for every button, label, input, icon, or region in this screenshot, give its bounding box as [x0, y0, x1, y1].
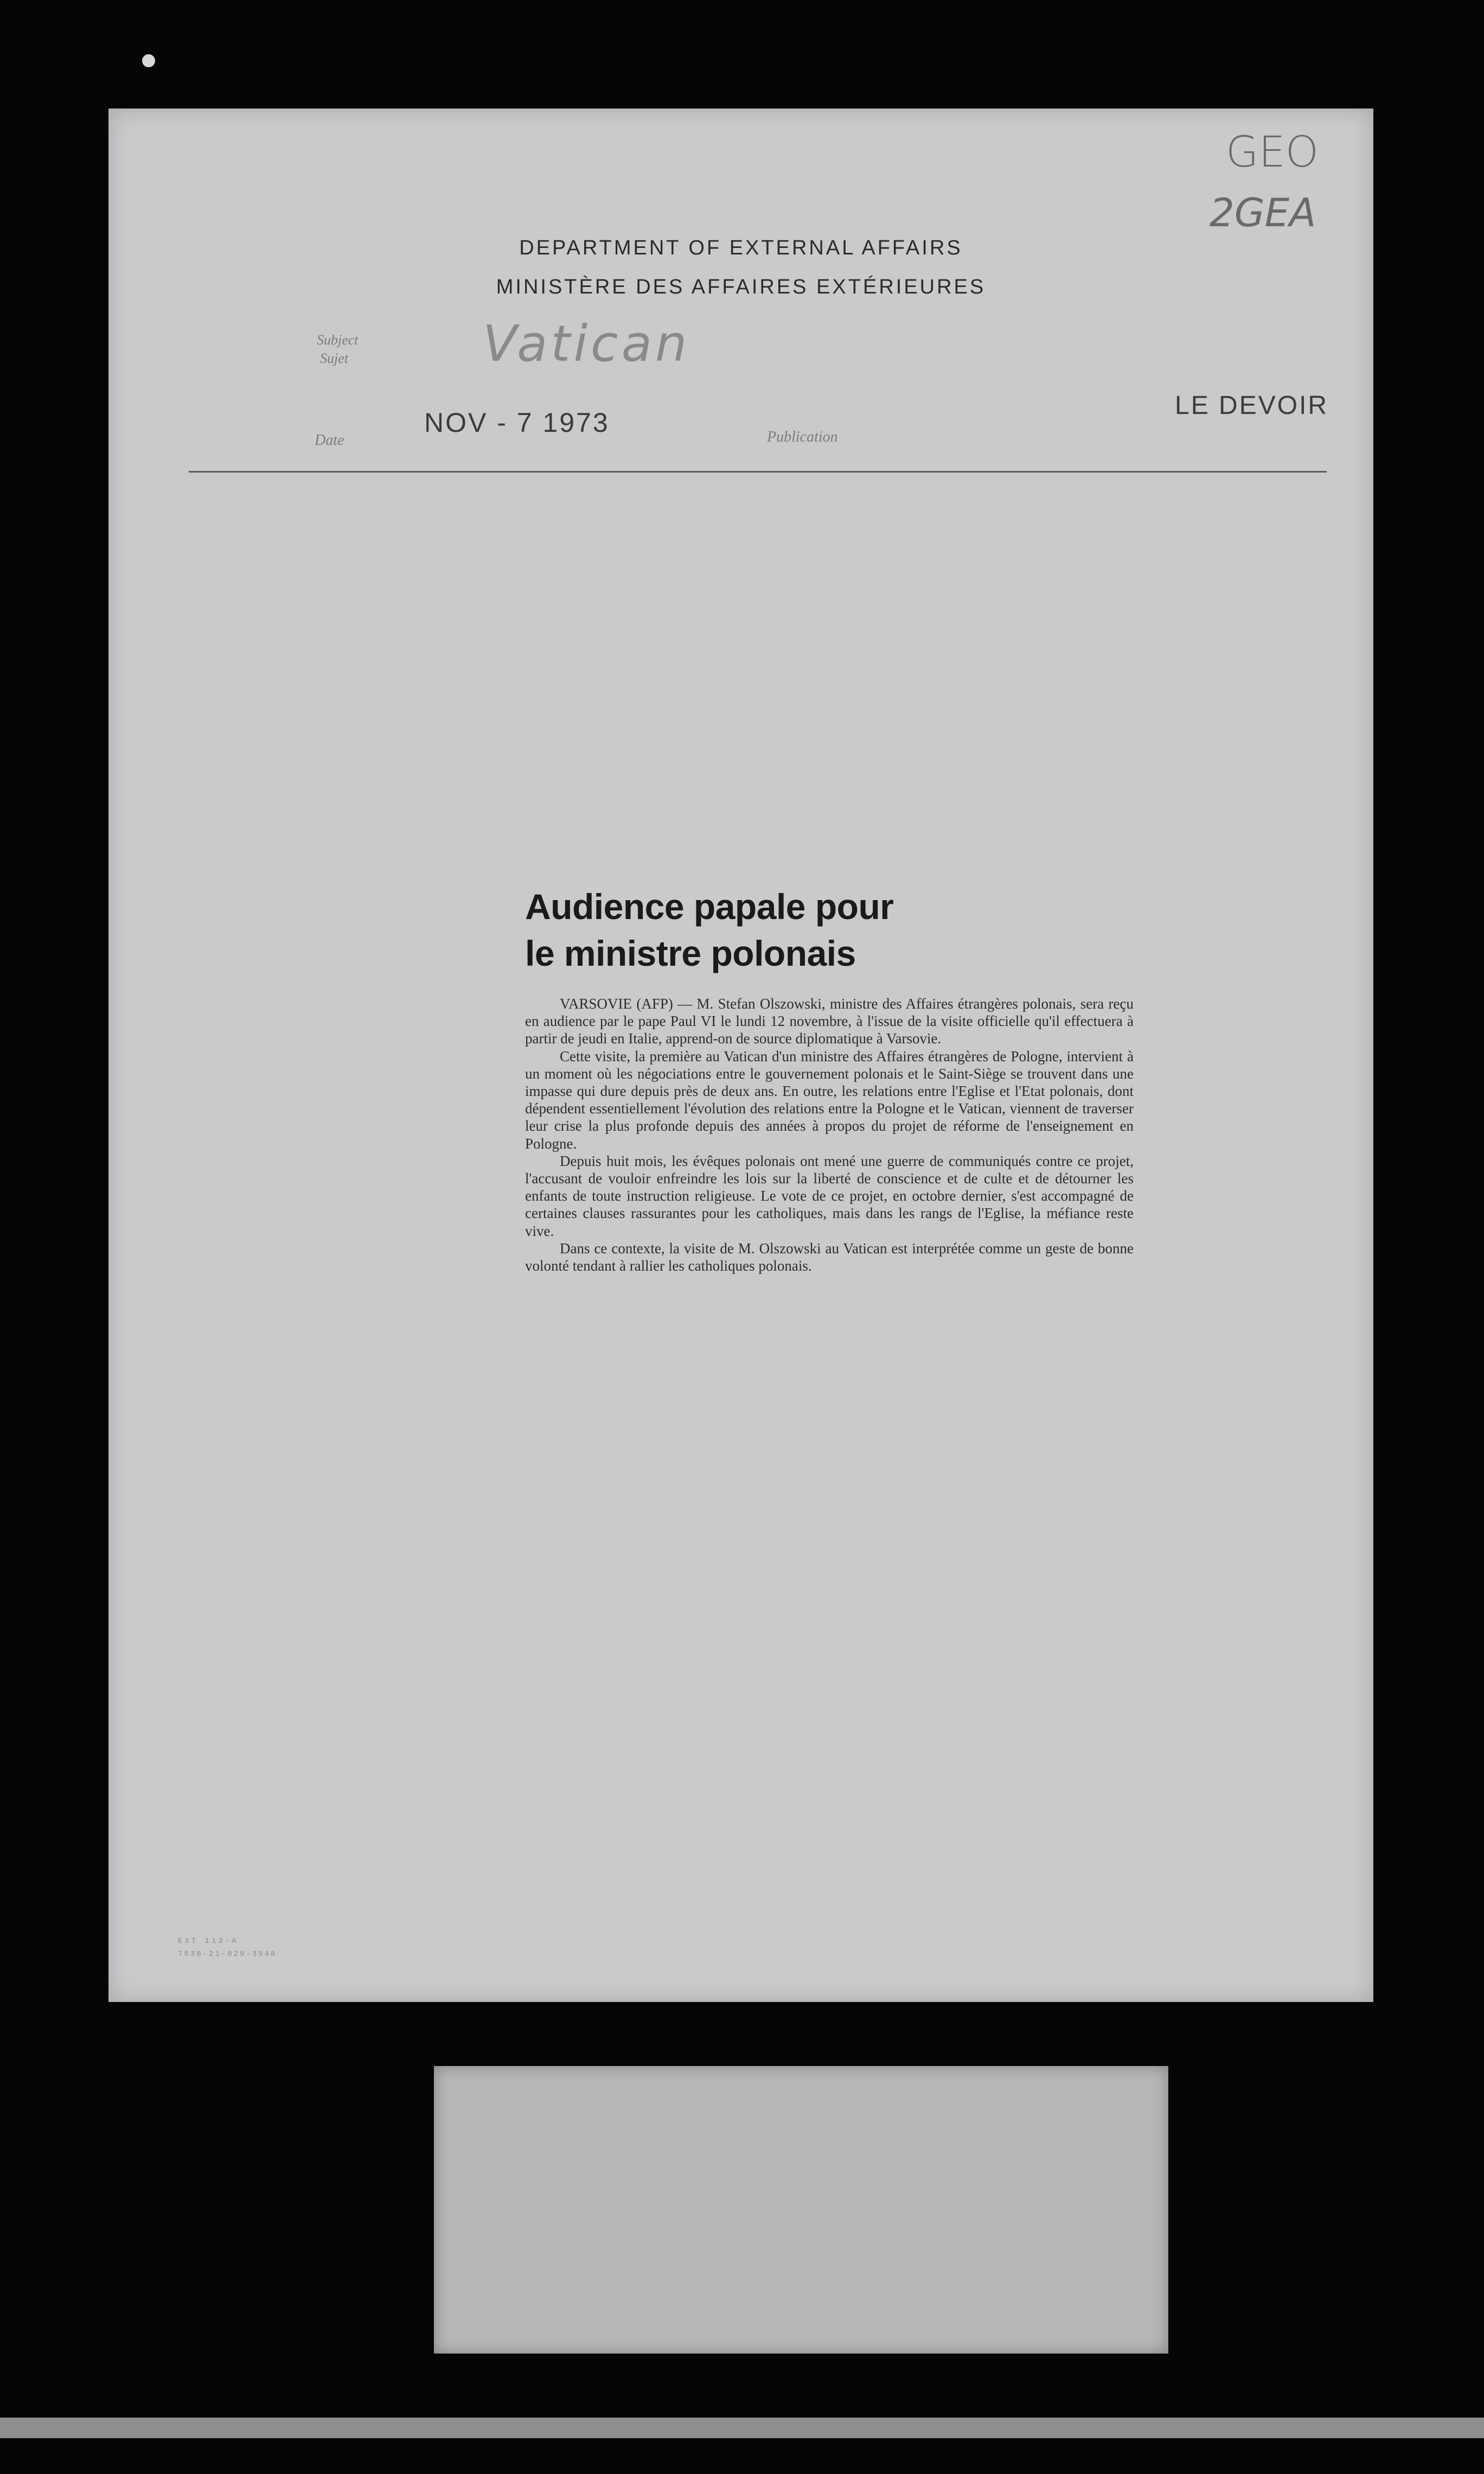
header-rule: [189, 471, 1327, 473]
handwritten-code-1: GEO: [1226, 128, 1319, 177]
film-edge-strip: [0, 2418, 1484, 2438]
article-paragraph-1: VARSOVIE (AFP) — M. Stefan Olszowski, ministre des Affaires étrangères polonais, sera reçu en audience par le pape Paul VI le lundi 12 novembre, à l'issue de la visite officielle qu'il effectuera à partir de jeudi en Italie, apprend-on de source diplomatique à Varsovie.: [525, 996, 1134, 1047]
headline-line-2: le ministre polonais: [525, 933, 856, 973]
publication-stamp: LE DEVOIR: [1175, 391, 1329, 420]
publication-label: Publication: [767, 429, 838, 445]
film-speck: [142, 54, 155, 67]
date-stamp: NOV - 7 1973: [424, 407, 610, 438]
article-paragraph-4: Dans ce contexte, la visite de M. Olszowski au Vatican est interprétée comme un geste de bonne volonté tendant à rallier les catholiques polonais.: [525, 1240, 1134, 1274]
handwritten-subject: Vatican: [483, 315, 690, 373]
newspaper-clipping: [525, 883, 1134, 1274]
form-number-line-1: EXT 113-A: [178, 1937, 239, 1946]
sujet-label: Sujet: [320, 350, 348, 366]
form-number-line-2: 7530-21-029-3548: [178, 1950, 277, 1959]
headline-line-1: Audience papale pour: [525, 887, 894, 927]
handwritten-code-2: 2GEA: [1210, 190, 1316, 235]
article-paragraph-2: Cette visite, la première au Vatican d'un ministre des Affaires étrangères de Pologne, intervient à un moment où les négociations entre le gouvernement polonais et le Saint-Siège se trouvent dans une impasse qui dure depuis près de deux ans. En outre, les relations entre l'Eglise et l'Etat polonais, dont dépendent essentiellement l'évolution des relations entre la Pologne et le Vatican, viennent de traverser leur crise la plus profonde depuis des années à propos du projet de réforme de l'enseignement en Pologne.: [525, 1048, 1134, 1152]
article-paragraph-3: Depuis huit mois, les évêques polonais ont mené une guerre de communiqués contre ce projet, l'accusant de vouloir enfreindre les lois sur la liberté de conscience et de culte et de détourner les enfants de toute instruction religieuse. Le vote de ce projet, en octobre dernier, s'est accompagné de certaines clauses rassurantes pour les catholiques, mais dans les rangs de l'Eglise, la méfiance reste vive.: [525, 1152, 1134, 1239]
date-label: Date: [315, 432, 344, 449]
department-title-en: DEPARTMENT OF EXTERNAL AFFAIRS: [519, 237, 963, 259]
document-sheet: [108, 109, 1373, 2002]
blank-slip: [434, 2066, 1168, 2354]
subject-label: Subject: [317, 332, 359, 348]
department-title-fr: MINISTÈRE DES AFFAIRES EXTÉRIEURES: [496, 276, 986, 298]
article-headline: [525, 883, 1134, 977]
